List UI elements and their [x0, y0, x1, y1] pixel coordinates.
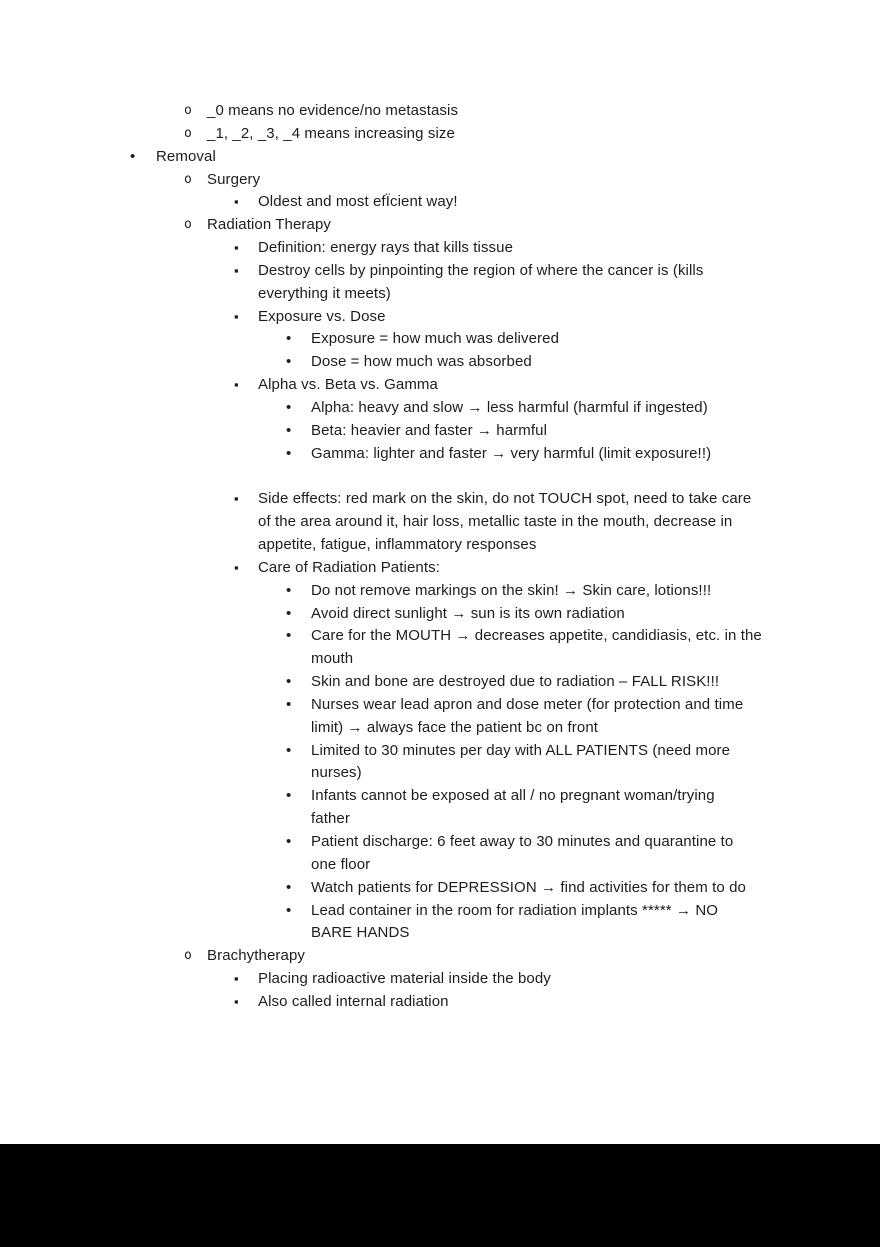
circle-bullet-icon: o [184, 125, 192, 141]
disc-bullet-icon: • [286, 627, 292, 645]
blank-line [0, 466, 880, 489]
list-item [0, 214, 880, 237]
list-item-line: Beta: heavier and faster → harmful [311, 421, 548, 439]
disc-bullet-icon: • [286, 833, 292, 850]
list-item [0, 443, 880, 466]
square-bullet-icon: ▪ [234, 377, 239, 393]
list-item-line: Also called internal radiation [258, 992, 449, 1010]
list-item [0, 237, 880, 260]
list-item-line: Definition: energy rays that kills tissue [258, 239, 514, 257]
black-footer-bar [0, 1144, 880, 1247]
list-item [0, 877, 880, 900]
list-item [0, 169, 880, 192]
list-item [0, 968, 880, 991]
list-item-line: Infants cannot be exposed at all / no pregnant woman/trying [311, 787, 715, 805]
list-item-line: Lead container in the room for radiation implants ***** → NO [311, 901, 719, 919]
list-item-line: Removal [156, 147, 216, 165]
list-item-line: BARE HANDS [311, 924, 410, 942]
list-item-line: Alpha: heavy and slow → less harmful (harmful if ingested) [311, 398, 708, 416]
list-item [0, 785, 880, 831]
list-item [0, 831, 880, 877]
list-item [0, 123, 880, 146]
list-item-line: Alpha vs. Beta vs. Gamma [258, 376, 438, 394]
list-item [0, 488, 880, 557]
square-bullet-icon: ▪ [234, 194, 239, 210]
square-bullet-icon: ▪ [234, 262, 239, 278]
list-item-line: Care for the MOUTH → decreases appetite, candidiasis, etc. in the [311, 627, 762, 645]
list-item-line: Destroy cells by pinpointing the region of where the cancer is (kills [258, 261, 704, 279]
list-item [0, 306, 880, 329]
list-item-line: _1, _2, _3, _4 means increasing size [207, 124, 455, 142]
square-bullet-icon: ▪ [234, 993, 239, 1009]
list-item-line: Do not remove markings on the skin! → Skin care, lotions!!! [311, 581, 712, 599]
list-item-line: appetite, fatigue, inflammatory responses [258, 536, 537, 554]
list-item [0, 328, 880, 351]
disc-bullet-icon: • [286, 444, 292, 462]
list-item-line: _0 means no evidence/no metastasis [207, 102, 459, 119]
disc-bullet-icon: • [130, 147, 136, 165]
list-item [0, 260, 880, 306]
list-item [0, 991, 880, 1014]
list-item-line: one floor [311, 855, 371, 873]
disc-bullet-icon: • [286, 398, 292, 416]
list-item-line: Skin and bone are destroyed due to radiation – FALL RISK!!! [311, 673, 720, 691]
list-item [0, 580, 880, 603]
disc-bullet-icon: • [286, 330, 292, 348]
list-item-line: Avoid direct sunlight → sun is its own radiation [311, 604, 625, 622]
list-item [0, 900, 880, 946]
list-item-line: father [311, 810, 350, 828]
list-item-line: mouth [311, 650, 354, 668]
list-item-line: Limited to 30 minutes per day with ALL PATIENTS (need more [311, 741, 731, 759]
square-bullet-icon: ▪ [234, 308, 239, 324]
disc-bullet-icon: • [286, 741, 292, 759]
list-item-line: Radiation Therapy [207, 216, 331, 234]
list-item-line: Brachytherapy [207, 947, 306, 965]
list-item [0, 694, 880, 740]
list-item-line: everything it meets) [258, 284, 391, 302]
square-bullet-icon: ▪ [234, 971, 239, 987]
list-item [0, 625, 880, 671]
disc-bullet-icon: • [286, 878, 292, 896]
list-item-line: Side effects: red mark on the skin, do not TOUCH spot, need to take care [258, 490, 752, 508]
list-item [0, 740, 880, 786]
list-item-line: Patient discharge: 6 feet away to 30 minutes and quarantine to [311, 833, 734, 850]
list-item [0, 191, 880, 214]
list-item-line: of the area around it, hair loss, metallic taste in the mouth, decrease in [258, 513, 733, 531]
circle-bullet-icon: o [184, 948, 192, 964]
list-item [0, 146, 880, 169]
list-item-line: Watch patients for DEPRESSION → find activities for them to do [311, 878, 746, 896]
square-bullet-icon: ▪ [234, 240, 239, 256]
circle-bullet-icon: o [184, 217, 192, 233]
circle-bullet-icon: o [184, 171, 192, 187]
list-item [0, 100, 880, 123]
circle-bullet-icon: o [184, 103, 192, 118]
list-item-line: Care of Radiation Patients: [258, 558, 440, 576]
list-item [0, 351, 880, 374]
list-item-line: limit) → always face the patient bc on front [311, 718, 599, 736]
list-item [0, 945, 880, 968]
list-item [0, 397, 880, 420]
list-item-line: nurses) [311, 764, 362, 782]
list-item [0, 603, 880, 626]
disc-bullet-icon: • [286, 421, 292, 439]
list-item-line: Gamma: lighter and faster → very harmful (limit exposure!!) [311, 444, 712, 462]
list-item [0, 374, 880, 397]
list-item-line: Surgery [207, 170, 261, 188]
square-bullet-icon: ▪ [234, 559, 239, 575]
list-item [0, 420, 880, 443]
disc-bullet-icon: • [286, 695, 292, 713]
disc-bullet-icon: • [286, 901, 292, 919]
disc-bullet-icon: • [286, 787, 292, 805]
disc-bullet-icon: • [286, 353, 292, 371]
list-item-line: Oldest and most efÏcient way! [258, 193, 458, 211]
document-body [0, 100, 880, 1014]
square-bullet-icon: ▪ [234, 491, 239, 507]
disc-bullet-icon: • [286, 604, 292, 622]
list-item-line: Placing radioactive material inside the body [258, 970, 551, 988]
disc-bullet-icon: • [286, 673, 292, 691]
list-item [0, 557, 880, 580]
list-item-line: Nurses wear lead apron and dose meter (for protection and time [311, 695, 744, 713]
list-item-line: Exposure = how much was delivered [311, 330, 560, 348]
list-item [0, 671, 880, 694]
list-item-line: Dose = how much was absorbed [311, 353, 532, 371]
disc-bullet-icon: • [286, 581, 292, 599]
list-item-line: Exposure vs. Dose [258, 307, 386, 325]
